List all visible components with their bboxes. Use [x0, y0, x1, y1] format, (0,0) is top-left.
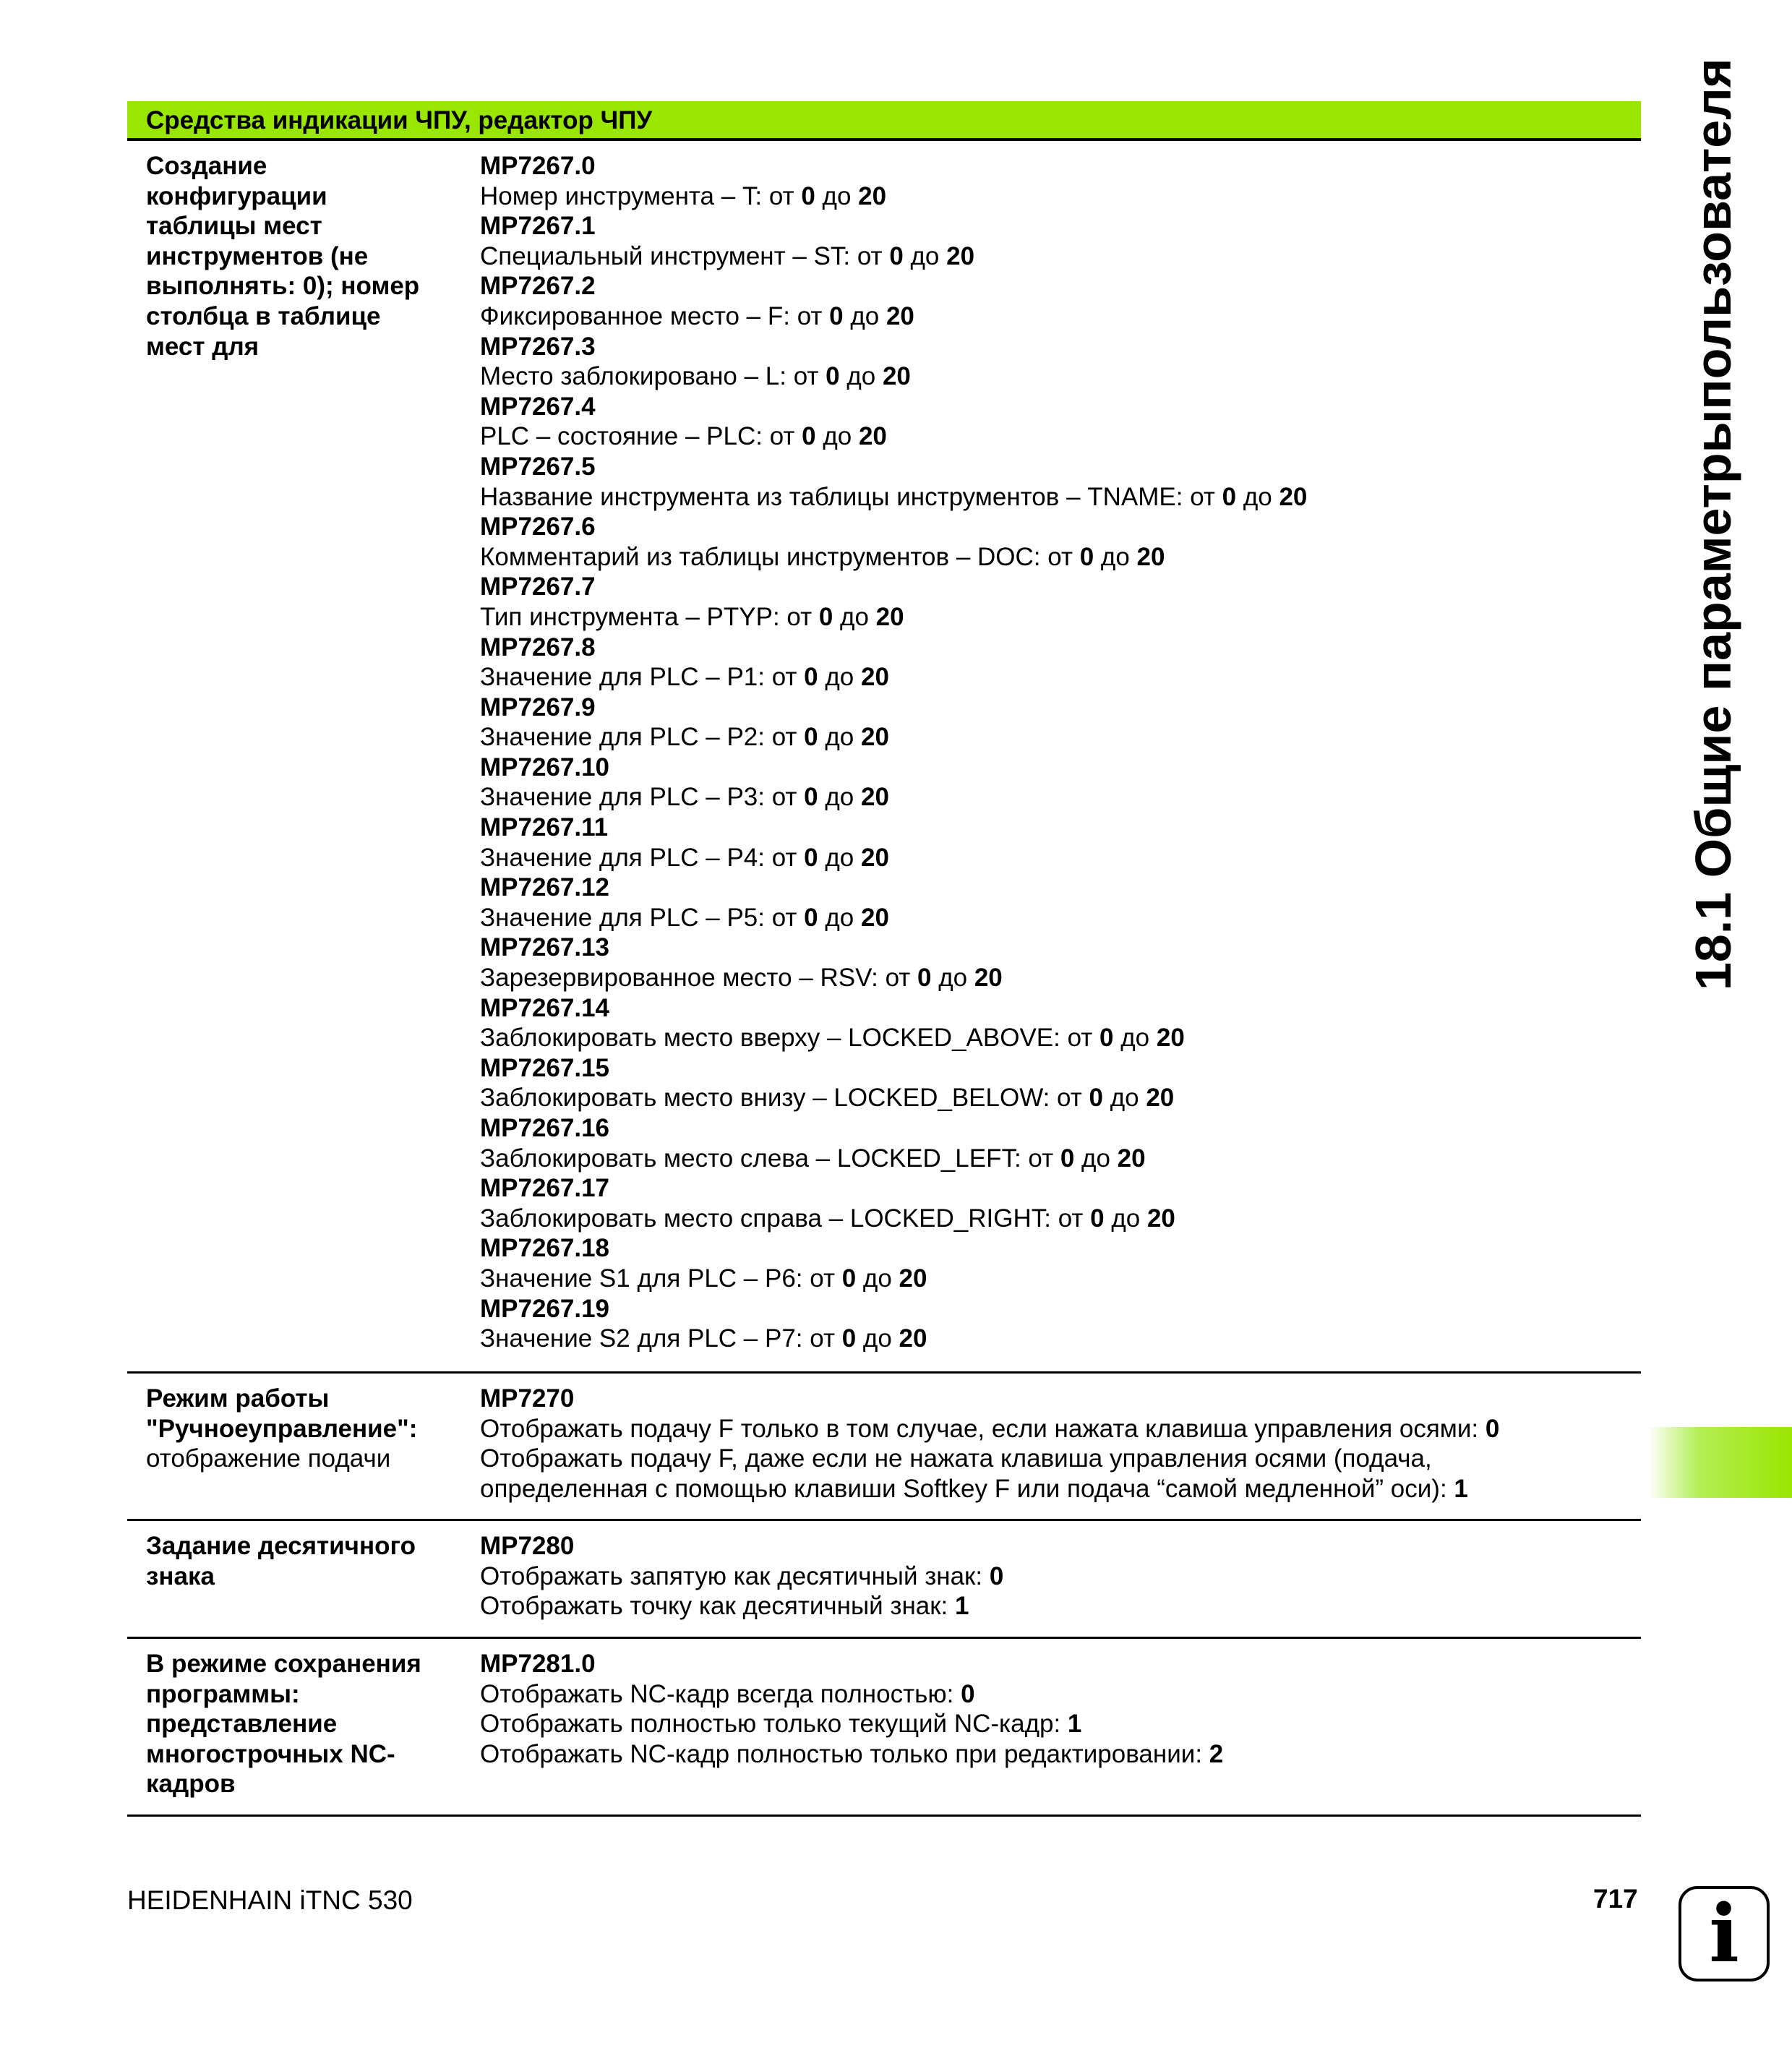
- parameter-description: [480, 1144, 1629, 1174]
- description-text: определенная с помощью клавиши Softkey F или подача “самой медленной” оси):: [480, 1474, 1454, 1503]
- value-connector: до: [856, 1264, 899, 1293]
- value-connector: до: [818, 723, 861, 752]
- value-bold: 20: [1146, 1084, 1175, 1113]
- value-bold: 20: [860, 843, 889, 872]
- row-label-line: "Ручноеуправление":: [146, 1414, 418, 1443]
- parameter-description: [480, 421, 1629, 452]
- description-text: Значение для PLC – P4: от: [480, 843, 805, 872]
- row-label-line: В режиме сохранения: [146, 1650, 421, 1678]
- value-bold: 20: [860, 723, 889, 752]
- parameter-id: MP7267.9: [480, 693, 596, 721]
- value-bold: 0: [989, 1561, 1004, 1590]
- value-bold: 0: [818, 602, 833, 631]
- parameter-id: MP7267.13: [480, 933, 610, 962]
- parameter-description: [480, 963, 1629, 993]
- value-connector: до: [818, 783, 861, 812]
- row-params: [480, 1649, 1629, 1769]
- parameter-id: MP7267.17: [480, 1174, 610, 1203]
- value-bold: 0: [804, 843, 818, 872]
- value-connector: до: [815, 181, 859, 210]
- description-text: Значение для PLC – P1: от: [480, 663, 805, 692]
- row-label-line: многострочных NC-: [146, 1739, 395, 1768]
- info-icon: [1679, 1886, 1770, 1981]
- description-text: Название инструмента из таблицы инструментов – TNAME: от: [480, 482, 1222, 511]
- page-number: 717: [1593, 1884, 1638, 1914]
- value-connector: до: [931, 964, 974, 993]
- value-bold: 20: [1156, 1024, 1185, 1053]
- table-row: [127, 141, 1641, 1374]
- description-text: Отображать NC-кадр полностью только при редактировании:: [480, 1739, 1209, 1768]
- value-bold: 2: [1209, 1739, 1224, 1768]
- value-bold: 20: [1117, 1144, 1146, 1173]
- parameter-description: [480, 1023, 1629, 1053]
- value-connector: до: [815, 422, 859, 451]
- row-label: [146, 1531, 457, 1591]
- parameter-id: MP7267.3: [480, 332, 596, 361]
- description-text: Отображать NC-кадр всегда полностью:: [480, 1679, 961, 1708]
- row-label-line: столбца в таблице: [146, 301, 381, 330]
- row-label-line: отображение подачи: [146, 1444, 391, 1473]
- parameter-description: [480, 1264, 1629, 1294]
- value-bold: 20: [860, 663, 889, 692]
- description-text: Заблокировать место внизу – LOCKED_BELOW: от: [480, 1084, 1089, 1113]
- row-label-line: конфигурации: [146, 181, 327, 210]
- description-text: PLC – состояние – PLC: от: [480, 422, 802, 451]
- value-connector: до: [1102, 1084, 1146, 1113]
- parameter-id: MP7267.16: [480, 1114, 610, 1142]
- parameter-id: MP7267.19: [480, 1294, 610, 1323]
- chapter-tab-marker: [1648, 1427, 1792, 1498]
- parameter-description: [480, 301, 1629, 332]
- value-bold: 0: [826, 362, 840, 391]
- value-connector: до: [818, 903, 861, 932]
- description-text: Значение для PLC – P2: от: [480, 723, 805, 752]
- value-connector: до: [843, 301, 886, 330]
- parameter-description: [480, 1561, 1629, 1592]
- section-header: [127, 101, 1641, 141]
- parameter-id: MP7267.0: [480, 152, 596, 180]
- value-bold: 0: [804, 783, 818, 812]
- value-bold: 0: [829, 301, 844, 330]
- value-bold: 0: [1089, 1084, 1103, 1113]
- parameter-id: MP7267.12: [480, 873, 610, 902]
- value-bold: 20: [1146, 1204, 1175, 1233]
- parameter-description: [480, 602, 1629, 633]
- value-bold: 20: [858, 181, 887, 210]
- parameter-description: [480, 1474, 1629, 1504]
- footer-product: HEIDENHAIN iTNC 530: [127, 1885, 413, 1915]
- parameter-description: [480, 903, 1629, 933]
- parameter-id: MP7267.2: [480, 272, 596, 301]
- description-text: Заблокировать место справа – LOCKED_RIGHT: от: [480, 1204, 1091, 1233]
- row-label: [146, 1384, 457, 1474]
- parameter-id: MP7280: [480, 1532, 575, 1560]
- description-text: Значение для PLC – P3: от: [480, 783, 805, 812]
- value-bold: 0: [1222, 482, 1237, 511]
- value-bold: 20: [882, 362, 911, 391]
- value-bold: 0: [1079, 542, 1094, 571]
- value-bold: 20: [974, 964, 1003, 993]
- value-bold: 20: [875, 602, 904, 631]
- description-text: Специальный инструмент – ST: от: [480, 241, 890, 270]
- row-label-line: таблицы мест: [146, 212, 322, 241]
- value-bold: 0: [1060, 1144, 1075, 1173]
- parameter-id: MP7267.4: [480, 392, 596, 421]
- value-bold: 20: [858, 422, 887, 451]
- value-bold: 20: [1136, 542, 1165, 571]
- table-row: [127, 1521, 1641, 1639]
- value-bold: 0: [804, 663, 818, 692]
- description-text: Заблокировать место вверху – LOCKED_ABOVE: от: [480, 1024, 1100, 1053]
- value-bold: 20: [946, 241, 975, 270]
- parameter-description: [480, 1679, 1629, 1710]
- value-connector: до: [833, 602, 876, 631]
- value-bold: 1: [1454, 1474, 1468, 1503]
- parameter-description: [480, 1324, 1629, 1354]
- parameter-id: MP7267.10: [480, 753, 610, 781]
- parameter-description: [480, 181, 1629, 212]
- parameter-id: MP7270: [480, 1384, 575, 1413]
- description-text: Номер инструмента – T: от: [480, 181, 802, 210]
- value-bold: 20: [1279, 482, 1308, 511]
- value-connector: до: [903, 241, 947, 270]
- value-connector: до: [1074, 1144, 1118, 1173]
- chapter-side-title: 18.1 Общие параметрыпользователя: [1685, 58, 1741, 990]
- table-row: [127, 1374, 1641, 1521]
- parameter-description: [480, 1739, 1629, 1770]
- value-bold: 0: [1485, 1414, 1500, 1443]
- parameter-id: MP7267.5: [480, 452, 596, 481]
- parameter-id: MP7267.7: [480, 573, 596, 601]
- row-label-line: Задание десятичного: [146, 1532, 416, 1560]
- value-bold: 20: [899, 1324, 927, 1353]
- description-text: Отображать запятую как десятичный знак:: [480, 1561, 990, 1590]
- parameter-description: [480, 1083, 1629, 1113]
- parameter-id: MP7267.8: [480, 633, 596, 661]
- value-connector: до: [818, 663, 861, 692]
- parameter-id: MP7267.1: [480, 212, 596, 241]
- parameter-id: MP7281.0: [480, 1650, 596, 1678]
- value-bold: 20: [860, 783, 889, 812]
- row-params: [480, 151, 1629, 1354]
- description-text: Отображать подачу F только в том случае, если нажата клавиша управления осями:: [480, 1414, 1486, 1443]
- description-text: Значение для PLC – P5: от: [480, 903, 805, 932]
- value-bold: 1: [955, 1592, 969, 1621]
- parameter-description: [480, 662, 1629, 693]
- value-bold: 0: [841, 1264, 857, 1293]
- parameter-description: [480, 241, 1629, 272]
- description-text: Фиксированное место – F: от: [480, 301, 830, 330]
- value-bold: 0: [889, 241, 904, 270]
- value-bold: 0: [917, 964, 932, 993]
- row-label-line: программы:: [146, 1679, 300, 1708]
- value-connector: до: [839, 362, 883, 391]
- row-label-line: мест для: [146, 332, 260, 361]
- value-connector: до: [1094, 542, 1137, 571]
- description-text: Отображать точку как десятичный знак:: [480, 1592, 956, 1621]
- parameter-id: MP7267.18: [480, 1234, 610, 1263]
- description-text: Комментарий из таблицы инструментов – DOC: от: [480, 542, 1080, 571]
- description-text: Значение S1 для PLC – P6: от: [480, 1264, 842, 1293]
- parameter-description: [480, 843, 1629, 873]
- value-bold: 20: [886, 301, 914, 330]
- parameter-description: [480, 1591, 1629, 1621]
- parameter-description: [480, 782, 1629, 813]
- value-connector: до: [856, 1324, 899, 1353]
- parameter-description: [480, 722, 1629, 753]
- row-params: [480, 1531, 1629, 1621]
- parameter-description: [480, 1444, 1629, 1474]
- parameter-description: [480, 361, 1629, 392]
- value-bold: 0: [961, 1679, 975, 1708]
- value-connector: до: [1236, 482, 1279, 511]
- parameter-description: [480, 1204, 1629, 1234]
- value-bold: 20: [860, 903, 889, 932]
- table-row: [127, 1639, 1641, 1817]
- row-label-line: представление: [146, 1710, 338, 1739]
- row-label-line: Режим работы: [146, 1384, 330, 1413]
- description-text: Место заблокировано – L: от: [480, 362, 826, 391]
- value-connector: до: [1104, 1204, 1147, 1233]
- row-params: [480, 1384, 1629, 1504]
- section-title: Средства индикации ЧПУ, редактор ЧПУ: [146, 106, 653, 134]
- row-label: [146, 1649, 457, 1799]
- value-bold: 0: [801, 181, 815, 210]
- parameter-description: [480, 482, 1629, 513]
- description-text: Значение S2 для PLC – P7: от: [480, 1324, 842, 1353]
- value-bold: 0: [804, 723, 818, 752]
- info-icon-glyph: i: [1709, 1887, 1739, 1980]
- row-label: [146, 151, 457, 361]
- parameter-id: MP7267.11: [480, 813, 609, 842]
- row-label-line: инструментов (не: [146, 241, 369, 270]
- parameter-id: MP7267.15: [480, 1053, 610, 1082]
- description-text: Отображать подачу F, даже если не нажата клавиша управления осями (подача,: [480, 1444, 1432, 1473]
- parameter-description: [480, 542, 1629, 573]
- description-text: Зарезервированное место – RSV: от: [480, 964, 918, 993]
- row-label-line: Создание: [146, 152, 267, 180]
- row-label-line: знака: [146, 1561, 215, 1590]
- value-bold: 0: [802, 422, 816, 451]
- parameter-id: MP7267.14: [480, 993, 610, 1022]
- row-label-line: выполнять: 0); номер: [146, 272, 420, 301]
- parameter-id: MP7267.6: [480, 513, 596, 541]
- parameter-description: [480, 1709, 1629, 1739]
- value-bold: 0: [1090, 1204, 1105, 1233]
- value-connector: до: [1113, 1024, 1157, 1053]
- value-bold: 0: [804, 903, 818, 932]
- description-text: Отображать полностью только текущий NC-кадр:: [480, 1710, 1068, 1739]
- value-bold: 1: [1067, 1710, 1082, 1739]
- value-bold: 0: [841, 1324, 857, 1353]
- description-text: Заблокировать место слева – LOCKED_LEFT: от: [480, 1144, 1060, 1173]
- value-connector: до: [818, 843, 861, 872]
- row-label-line: кадров: [146, 1770, 236, 1799]
- value-bold: 0: [1099, 1024, 1114, 1053]
- description-text: Тип инструмента – PTYP: от: [480, 602, 819, 631]
- parameter-description: [480, 1414, 1629, 1444]
- value-bold: 20: [899, 1264, 927, 1293]
